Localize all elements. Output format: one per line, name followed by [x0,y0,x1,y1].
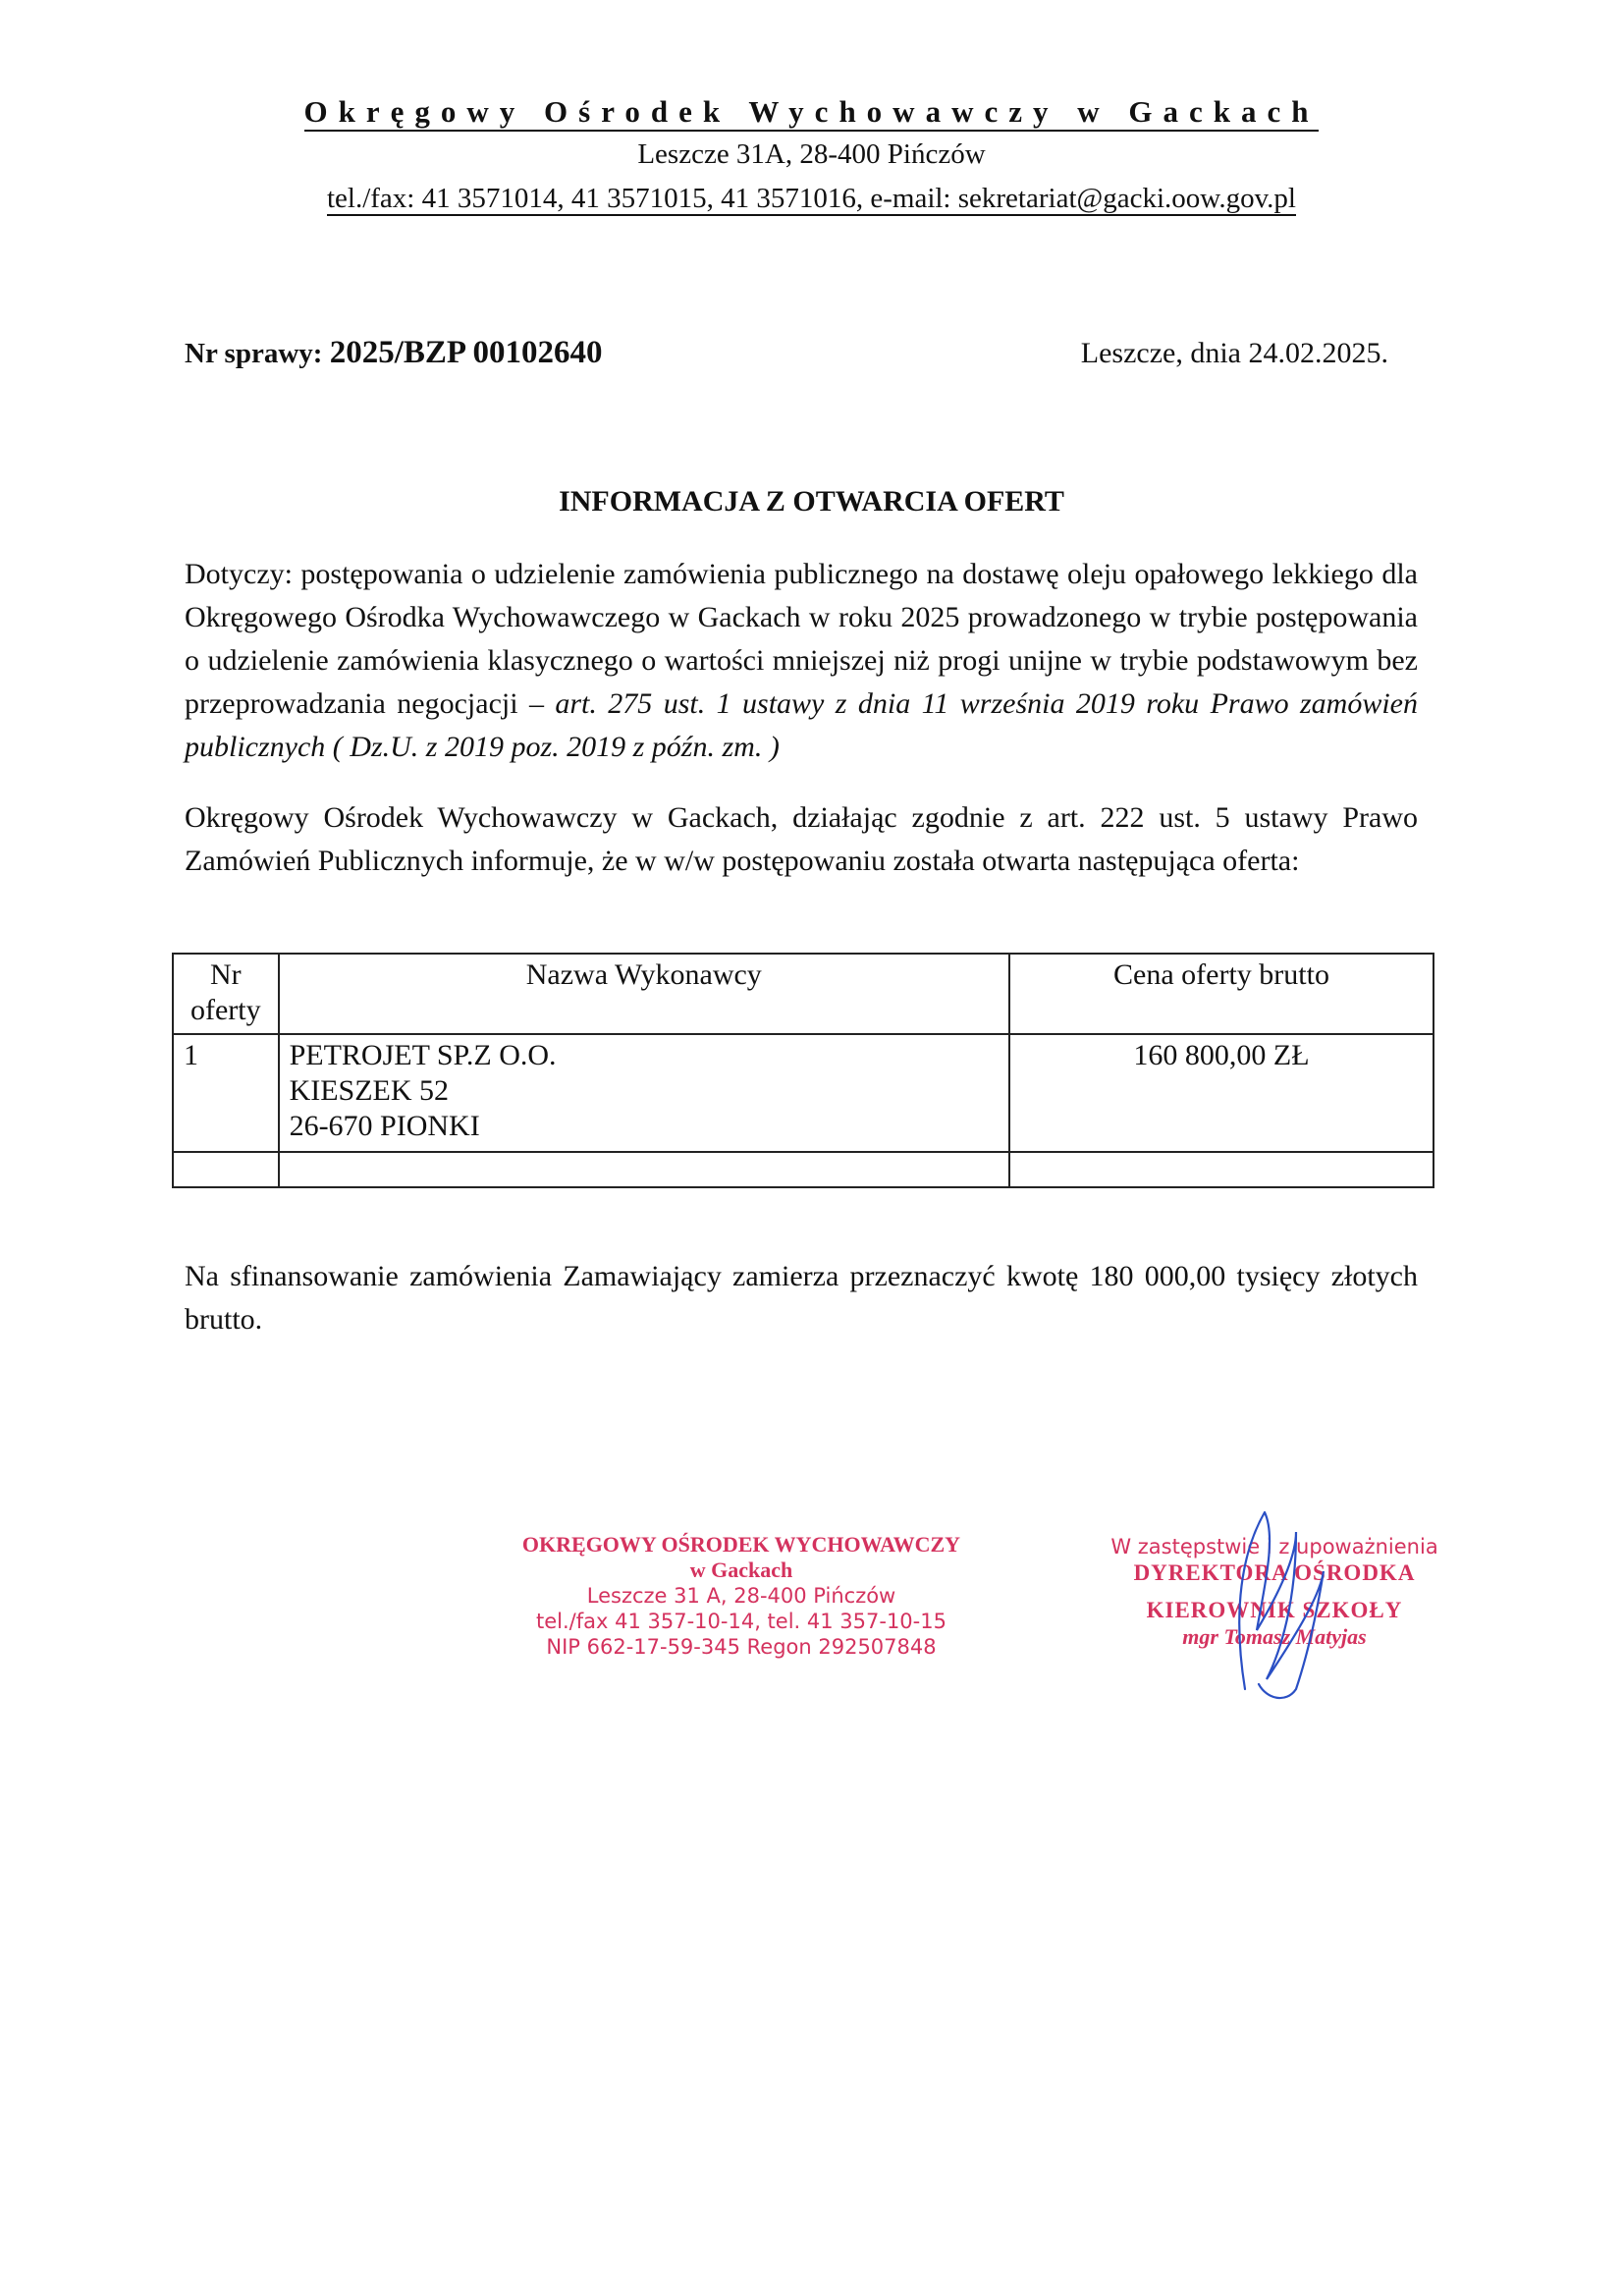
offers-table [172,953,1434,1188]
stamp-line: KIEROWNIK SZKOŁY [1146,1598,1403,1622]
intro-paragraph [185,553,1418,769]
table-row [173,1034,1434,1152]
contractor-name-line: PETROJET SP.Z O.O. [289,1039,557,1071]
stamp-line: W zastępstwie i z upoważnienia [1110,1535,1438,1558]
intro-text: Dotyczy: postępowania o udzielenie zamówienia publicznego na dostawę oleju opałowego lekkiego dla Okręgowego Ośrodka Wychowawczego w Gackach w roku 2025 prowadzonego w trybie postępowania o udzielenie zamówienia klasycznego o wartości mniejszej niż progi unijne w trybie podstawowym bez przeprowadzania negocjacji – [185,558,1418,720]
contractor-city-line: 26-670 PIONKI [289,1110,480,1142]
letterhead-title: Okręgowy Ośrodek Wychowawczy w Gackach [0,94,1623,130]
stamp-line: NIP 662-17-59-345 Regon 292507848 [546,1635,937,1659]
header-offer-number: Nr oferty [173,954,279,1034]
stamp-line: OKRĘGOWY OŚRODEK WYCHOWAWCZY [521,1532,961,1557]
document-date: Leszcze, dnia 24.02.2025. [1080,337,1388,369]
empty-cell [279,1152,1009,1187]
document-heading: INFORMACJA Z OTWARCIA OFERT [559,485,1064,518]
letterhead-contact: tel./fax: 41 3571014, 41 3571015, 41 3571016, e-mail: sekretariat@gacki.oow.gov.pl [326,183,1296,214]
offer-number: 1 [173,1034,279,1152]
empty-cell [1009,1152,1434,1187]
stamp-line: Leszcze 31 A, 28-400 Pińczów [586,1584,896,1608]
table-row-empty [173,1152,1434,1187]
offer-price: 160 800,00 ZŁ [1009,1034,1434,1152]
case-number [185,335,602,371]
table-header-row [173,954,1434,1034]
statement-paragraph: Okręgowy Ośrodek Wychowawczy w Gackach, działając zgodnie z art. 222 ust. 5 ustawy Prawo Zamówień Publicznych informuje, że w w/w postępowaniu została otwarta następująca oferta: [185,801,1418,877]
institution-stamp [511,1532,972,1660]
stamp-line: w Gackach [689,1558,793,1582]
contractor-name [279,1034,1009,1152]
case-number-value: 2025/BZP 00102640 [329,335,603,370]
header-contractor-name: Nazwa Wykonawcy [279,954,1009,1034]
contractor-street-line: KIESZEK 52 [289,1074,450,1107]
stamp-line: DYREKTORA OŚRODKA [1133,1560,1416,1585]
header-gross-price: Cena oferty brutto [1009,954,1434,1034]
stamp-line: tel./fax 41 357-10-14, tel. 41 357-10-15 [536,1610,947,1633]
case-label: Nr sprawy: [185,338,323,369]
empty-cell [173,1152,279,1187]
financing-paragraph: Na sfinansowanie zamówienia Zamawiający zamierza przeznaczyć kwotę 180 000,00 tysięcy złotych brutto. [185,1260,1418,1336]
letterhead-address: Leszcze 31A, 28-400 Pińczów [637,138,986,170]
legal-reference: art. 275 ust. 1 ustawy z dnia 11 września 2019 roku Prawo zamówień publicznych ( Dz.U. z 2019 poz. 2019 z późn. zm. ) [185,687,1418,763]
stamp-line: mgr Tomasz Matyjas [1182,1624,1367,1649]
handwritten-signature [1149,1493,1404,1709]
